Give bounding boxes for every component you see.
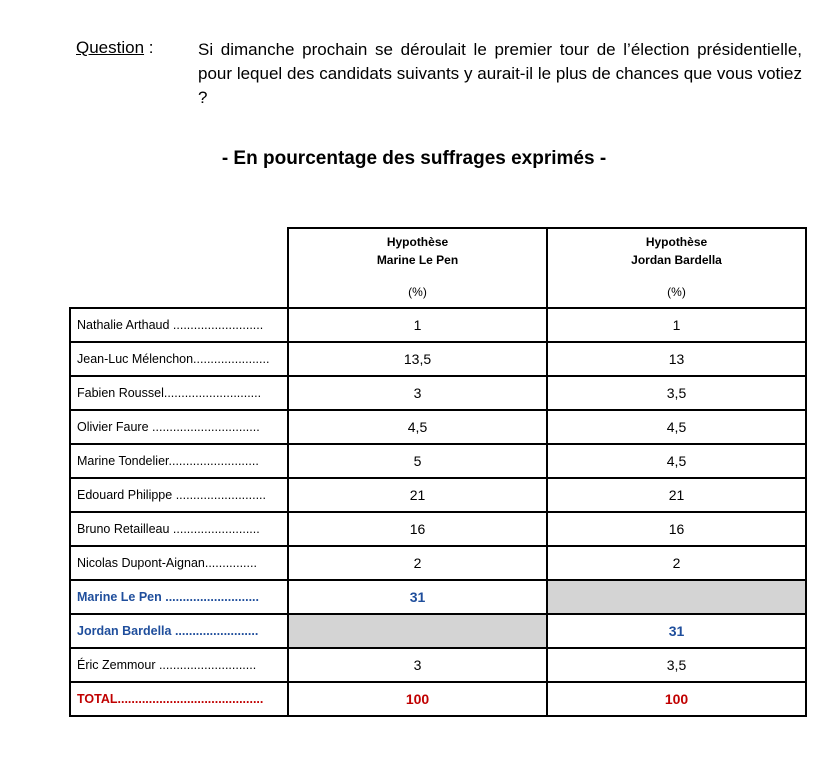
table-row — [70, 342, 806, 376]
table-row — [70, 648, 806, 682]
value-bardella: 2 — [547, 546, 806, 580]
value-le-pen: 5 — [288, 444, 547, 478]
column-header-bardella: Hypothèse Jordan Bardella (%) — [547, 228, 806, 308]
question-text: Si dimanche prochain se déroulait le premier tour de l’élection présidentielle, pour lequel des candidats suivants y aurait-il le plus de chances que vous votiez ? — [198, 40, 802, 107]
value-le-pen: 21 — [288, 478, 547, 512]
table-row — [70, 546, 806, 580]
value-bardella: 13 — [547, 342, 806, 376]
results-table — [69, 227, 807, 717]
value-bardella: 16 — [547, 512, 806, 546]
table-row — [70, 308, 806, 342]
candidate-name: Jean-Luc Mélenchon...................... — [70, 342, 288, 376]
value-bardella: 4,5 — [547, 410, 806, 444]
candidate-name: Marine Le Pen ........................... — [70, 580, 288, 614]
candidate-name: Bruno Retailleau ......................... — [70, 512, 288, 546]
table-row — [70, 512, 806, 546]
table-row — [70, 376, 806, 410]
value-le-pen: 16 — [288, 512, 547, 546]
value-bardella: 1 — [547, 308, 806, 342]
candidate-name: Edouard Philippe .......................... — [70, 478, 288, 512]
subtitle: - En pourcentage des suffrages exprimés - — [221, 148, 607, 169]
value-le-pen: 4,5 — [288, 410, 547, 444]
total-le-pen: 100 — [288, 682, 547, 716]
value-bardella: 31 — [547, 614, 806, 648]
candidate-name: Éric Zemmour ............................ — [70, 648, 288, 682]
empty-cell — [288, 614, 547, 648]
value-bardella: 21 — [547, 478, 806, 512]
value-le-pen: 2 — [288, 546, 547, 580]
value-le-pen: 1 — [288, 308, 547, 342]
candidate-name: Nathalie Arthaud .......................... — [70, 308, 288, 342]
candidate-name: Nicolas Dupont-Aignan............... — [70, 546, 288, 580]
table-row-total — [70, 682, 806, 716]
value-bardella: 3,5 — [547, 376, 806, 410]
value-le-pen: 31 — [288, 580, 547, 614]
value-bardella: 3,5 — [547, 648, 806, 682]
total-bardella: 100 — [547, 682, 806, 716]
value-bardella: 4,5 — [547, 444, 806, 478]
candidate-name: Marine Tondelier.......................... — [70, 444, 288, 478]
value-le-pen: 3 — [288, 376, 547, 410]
candidate-name: Jordan Bardella ........................ — [70, 614, 288, 648]
candidate-name: Olivier Faure ............................... — [70, 410, 288, 444]
value-le-pen: 3 — [288, 648, 547, 682]
empty-cell — [547, 580, 806, 614]
header-row — [70, 228, 806, 308]
column-header-le-pen: Hypothèse Marine Le Pen (%) — [288, 228, 547, 308]
table-row — [70, 444, 806, 478]
candidate-name: Fabien Roussel............................ — [70, 376, 288, 410]
table-row-marine-le-pen — [70, 580, 806, 614]
table-row — [70, 478, 806, 512]
question-label: Question : — [76, 38, 154, 57]
table-row — [70, 410, 806, 444]
total-label: TOTAL.......................................... — [70, 682, 288, 716]
corner-cell — [70, 228, 288, 308]
value-le-pen: 13,5 — [288, 342, 547, 376]
table-row-jordan-bardella — [70, 614, 806, 648]
